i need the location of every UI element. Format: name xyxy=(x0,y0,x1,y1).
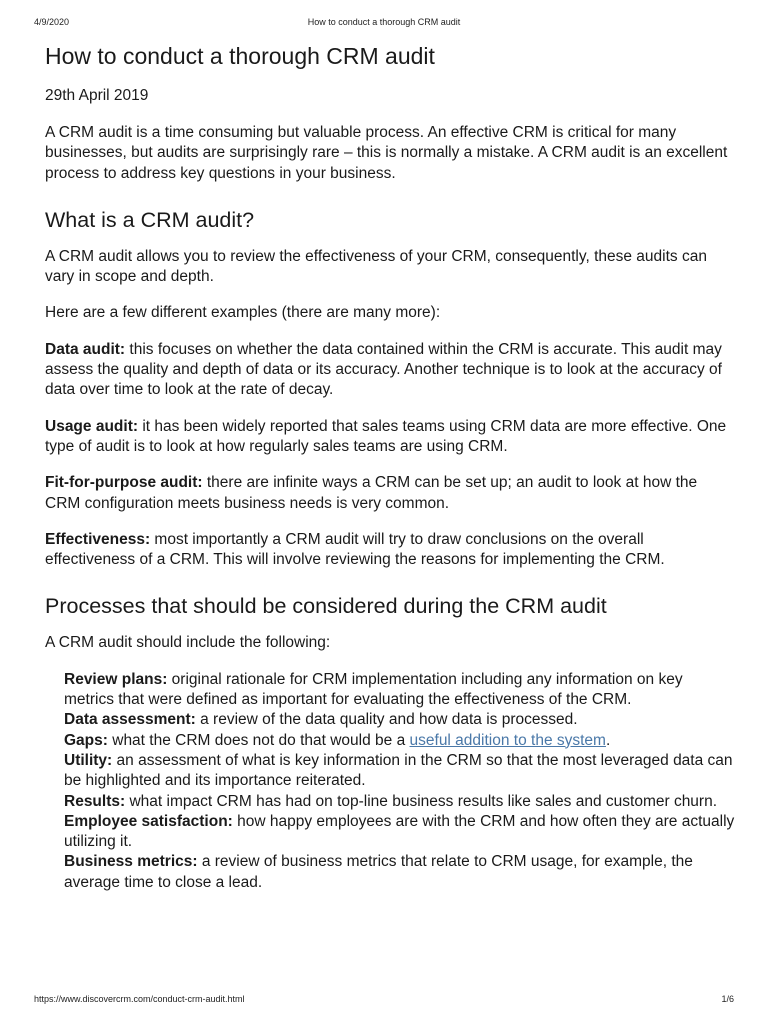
item-term: Results: xyxy=(64,792,126,810)
print-header xyxy=(34,17,734,29)
item-term: Employee satisfaction: xyxy=(64,812,233,830)
section-heading-what-is: What is a CRM audit? xyxy=(45,207,255,232)
section-heading-processes: Processes that should be considered during the CRM audit xyxy=(45,594,607,619)
audit-type-effectiveness xyxy=(45,530,735,571)
audit-type-fit-for-purpose xyxy=(45,473,735,514)
item-term: Business metrics: xyxy=(64,853,198,871)
list-item xyxy=(64,792,735,812)
audit-type-usage xyxy=(45,417,735,458)
print-date: 4/9/2020 xyxy=(34,17,70,27)
item-term: Data assessment: xyxy=(64,711,196,729)
list-item xyxy=(64,731,735,751)
list-item xyxy=(64,751,735,792)
audit-type-term: Fit-for-purpose audit: xyxy=(45,474,203,492)
section1-paragraph-2: Here are a few different examples (there are many more): xyxy=(45,304,441,322)
audit-type-term: Usage audit: xyxy=(45,417,139,435)
audit-type-text: it has been widely reported that sales teams using CRM data are more effective. One type of audit is to look at how regularly sales teams are using CRM. xyxy=(45,417,727,455)
item-term: Utility: xyxy=(64,751,113,769)
item-text: a review of the data quality and how data is processed. xyxy=(195,711,578,729)
audit-type-text: most importantly a CRM audit will try to draw conclusions on the overall effectiveness of a CRM. This will involve reviewing the reasons for implementing the CRM. xyxy=(45,530,665,569)
item-text: what the CRM does not do that would be a xyxy=(107,731,410,749)
audit-type-data xyxy=(45,340,735,401)
section2-paragraph-1: A CRM audit should include the following: xyxy=(45,634,331,652)
audit-type-text: there are infinite ways a CRM can be set up; an audit to look at how the CRM configuration meets business needs is very common. xyxy=(45,474,698,512)
print-footer xyxy=(34,994,734,1006)
section1-paragraph-1: A CRM audit allows you to review the effectiveness of your CRM, consequently, these audits can vary in scope and depth. xyxy=(45,247,707,286)
item-text-after: . xyxy=(605,731,611,749)
article-date: 29th April 2019 xyxy=(45,87,149,104)
audit-type-term: Data audit: xyxy=(45,340,126,358)
list-item xyxy=(64,812,735,853)
page-number: 1/6 xyxy=(721,994,734,1004)
item-term: Review plans: xyxy=(64,670,168,688)
list-item xyxy=(64,710,735,730)
list-item xyxy=(64,852,735,893)
item-text: what impact CRM has had on top-line business results like sales and customer churn. xyxy=(125,792,718,810)
item-term: Gaps: xyxy=(64,731,108,749)
item-text: a review of business metrics that relate to CRM usage, for example, the average time to close a lead. xyxy=(64,853,693,891)
article-title: How to conduct a thorough CRM audit xyxy=(45,43,435,69)
article xyxy=(45,40,735,893)
audit-requirements-list xyxy=(45,670,735,893)
intro-paragraph: A CRM audit is a time consuming but valuable process. An effective CRM is critical for many businesses, but audits are surprisingly rare – this is normally a mistake. A CRM audit is an excellent process to address key questions in your business. xyxy=(45,124,728,182)
list-item xyxy=(64,670,735,711)
print-title: How to conduct a thorough CRM audit xyxy=(307,17,461,27)
item-text: how happy employees are with the CRM and how often they are actually utilizing it. xyxy=(64,812,735,851)
item-text: an assessment of what is key information in the CRM so that the most leveraged data can be highlighted and its importance reiterated. xyxy=(64,751,733,790)
audit-type-term: Effectiveness: xyxy=(45,530,151,548)
item-text: original rationale for CRM implementation including any information on key metrics that were defined as important for evaluating the effectiveness of the CRM. xyxy=(64,670,683,709)
useful-addition-link[interactable]: useful addition to the system xyxy=(409,731,606,749)
audit-type-text: this focuses on whether the data contained within the CRM is accurate. This audit may assess the quality and depth of data or its accuracy. Another technique is to look at the accuracy of data over time to look at the rate of decay. xyxy=(45,340,722,399)
print-url: https://www.discovercrm.com/conduct-crm-audit.html xyxy=(34,994,245,1004)
